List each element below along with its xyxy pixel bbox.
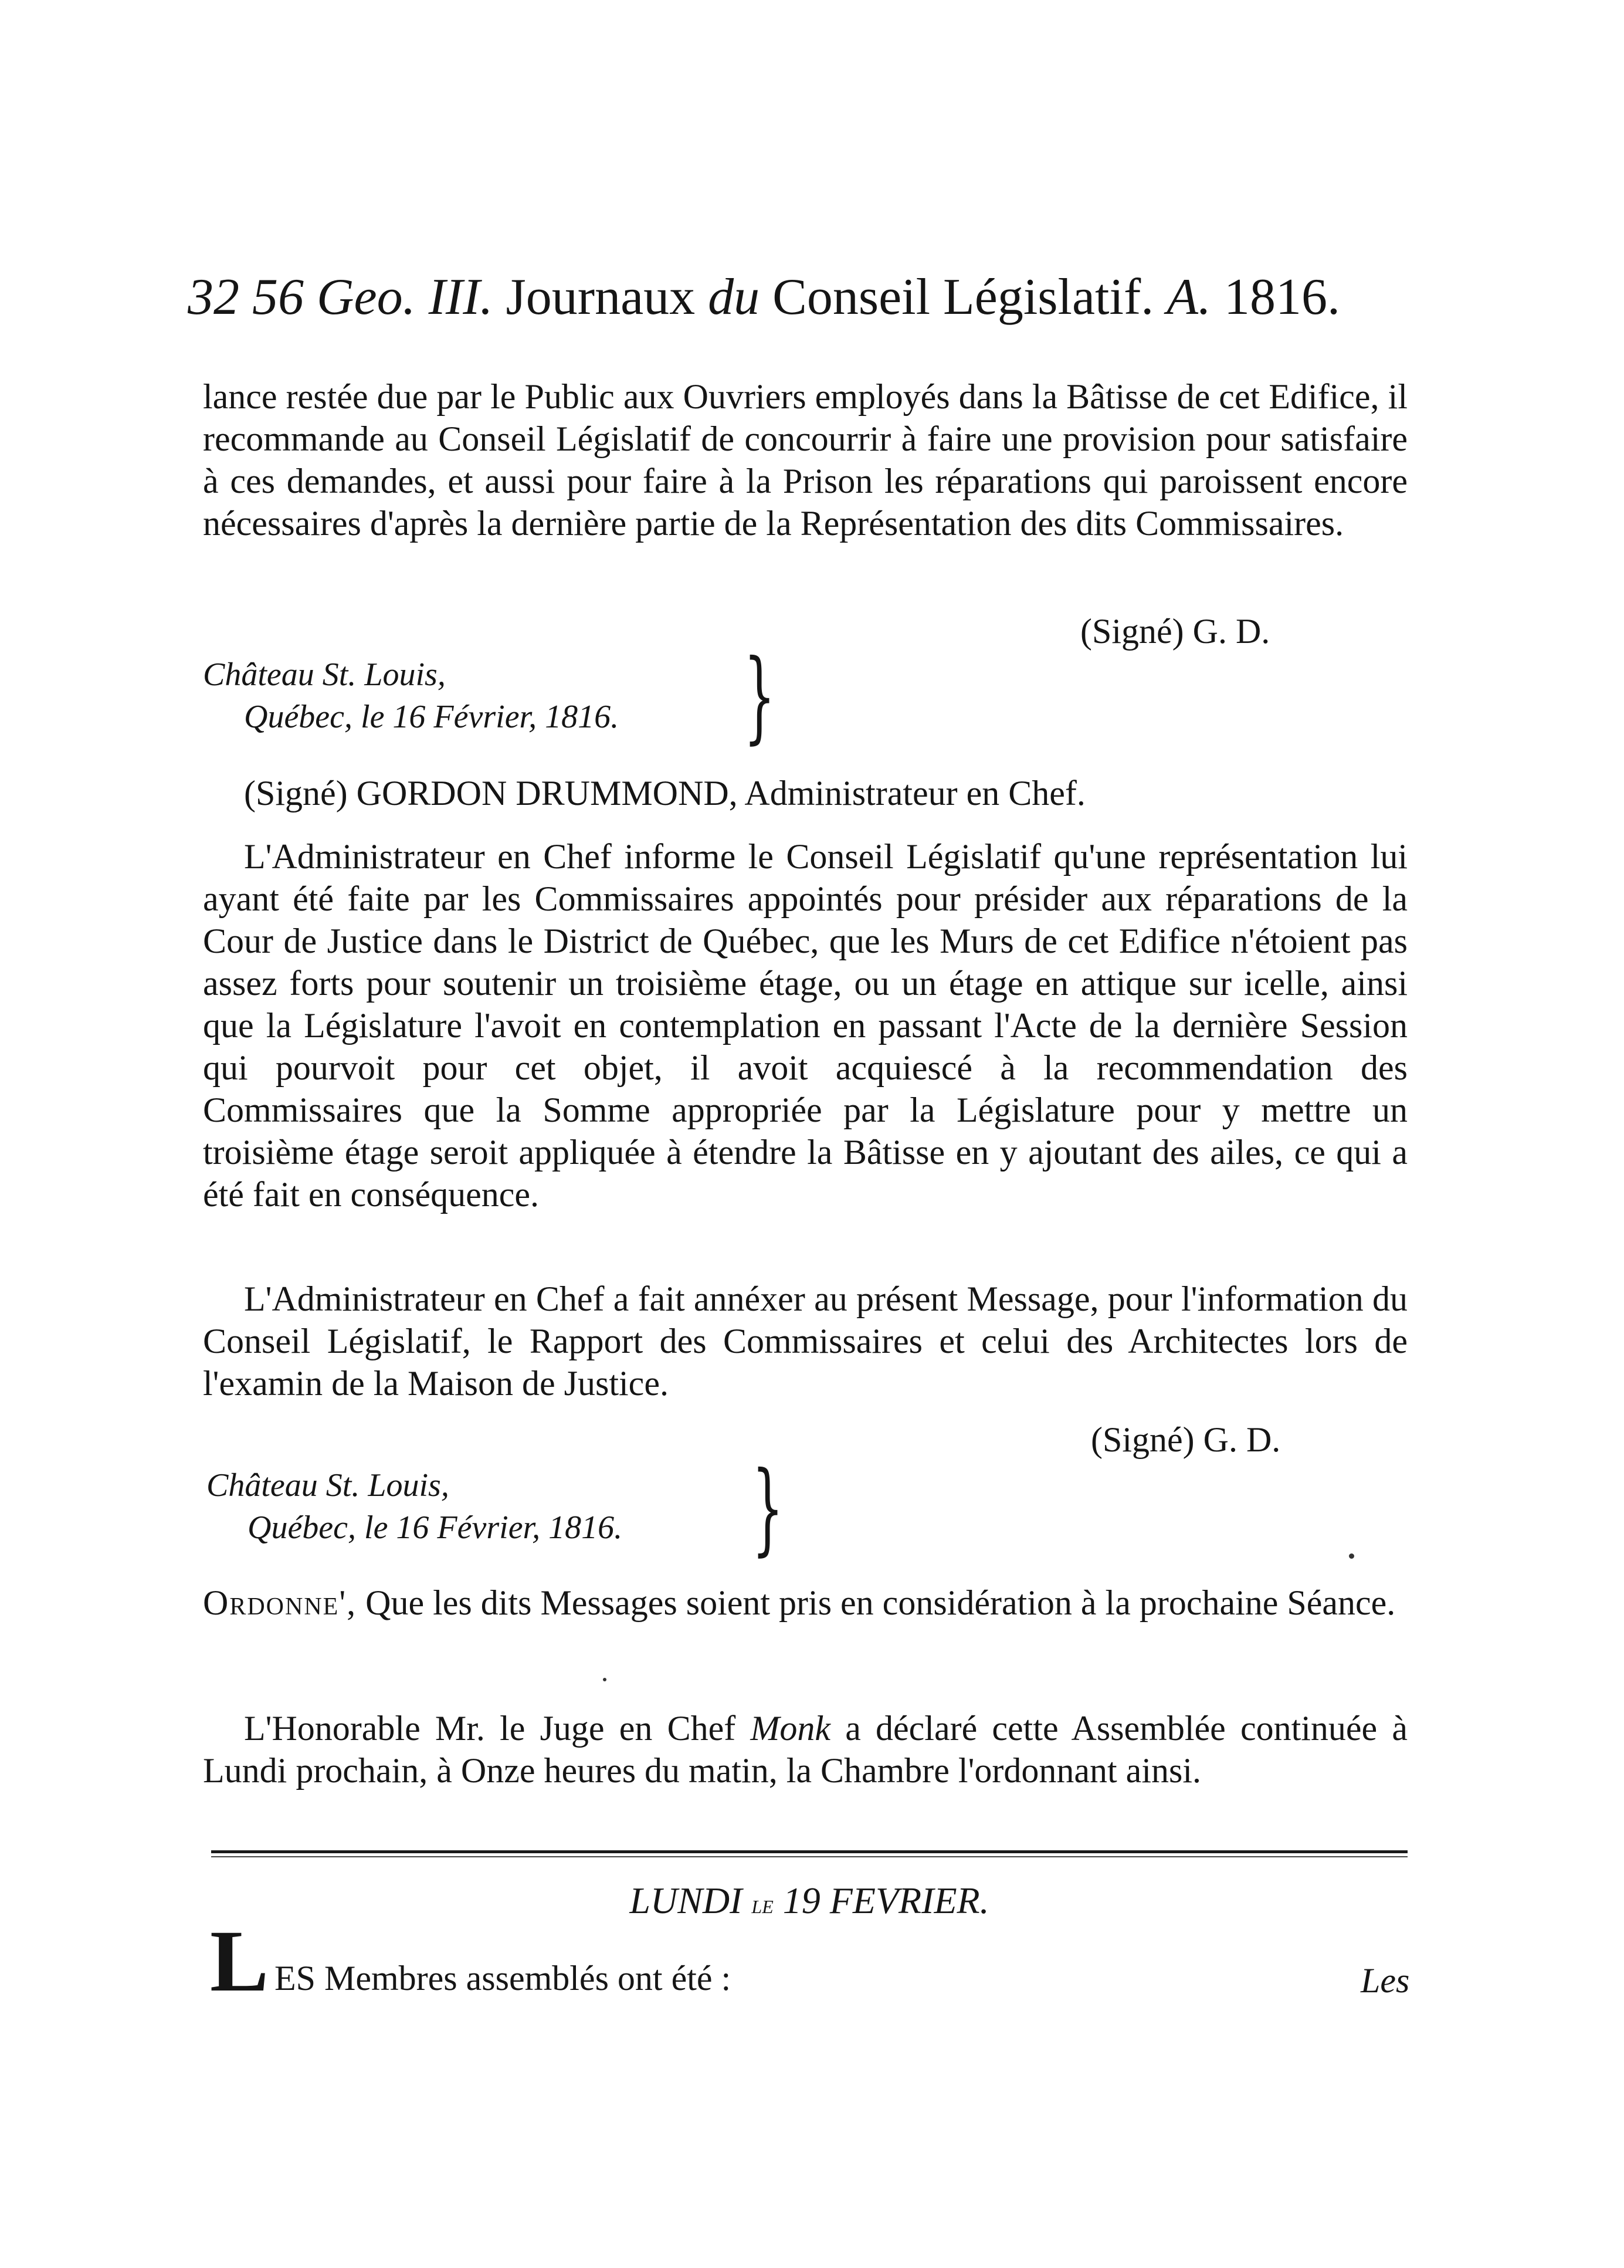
order-text: Que les dits Messages soient pris en considération à la prochaine Séance. [365, 1583, 1396, 1622]
order-paragraph [203, 1582, 1408, 1624]
print-speck [1349, 1553, 1354, 1559]
dateline-2-line1: Château St. Louis, [206, 1467, 449, 1504]
running-header [188, 265, 1408, 330]
regnal-year: 56 Geo. III. [252, 269, 493, 326]
dateline-2 [206, 1464, 622, 1549]
day-heading-article: le [751, 1889, 774, 1919]
members-line: ES Membres assemblés ont été : [274, 1959, 731, 1998]
journal-of: du [708, 269, 760, 326]
paragraph-1: lance restée due par le Public aux Ouvriers employés dans la Bâtisse de cet Edifice, il recommande au Conseil Législatif de concourrir à faire une provision pour satisfaire à ces demandes, et aussi pour faire à la Prison les réparations qui paroissent encore nécessaires d'après la dernière partie de la Représentation des dits Commissaires. [203, 377, 1408, 543]
signed-name: (Signé) GORDON DRUMMOND, Administrateur en Chef. [244, 774, 1086, 813]
paragraph-4-start: L'Honorable Mr. le Juge en Chef [244, 1709, 751, 1748]
paragraph-2: L'Administrateur en Chef informe le Conseil Législatif qu'une représentation lui ayant été faite par les Commissaires appointés pour présider aux réparations de la Cour de Justice dans le District de Québec, que les Murs de cet Edifice n'étoient pas assez forts pour soutenir un troisième étage, ou un étage en attique sur icelle, ainsi que la Législature l'avoit en contemplation en passant l'Acte de la dernière Session qui pourvoit pour cet objet, il avoit acquiescé à la recommendation des Commissaires que la Somme appropriée par la Législature pour y mettre un troisième étage seroit appliquée à étendre la Bâtisse en y ajoutant des ailes, ce qui a été fait en conséquence. [203, 837, 1408, 1214]
paragraph-4 [203, 1707, 1408, 1792]
print-speck [603, 1678, 606, 1681]
dateline-1-line1: Château St. Louis, [203, 656, 446, 693]
day-heading [211, 1877, 1408, 1928]
paragraph-3: L'Administrateur en Chef a fait annéxer au présent Message, pour l'information du Conseil Législatif, le Rapport des Commissaires et celui des Architectes lors de l'examin de la Maison de Justice. [203, 1279, 1408, 1403]
brace-1: } [744, 638, 776, 754]
section-rule [211, 1850, 1408, 1853]
dateline-2-line2: Québec, le 16 Février, 1816. [248, 1509, 623, 1546]
order-keyword: Ordonne', [203, 1583, 357, 1622]
journal-title: Journaux [506, 269, 696, 326]
catchword: Les [1361, 1961, 1410, 2000]
drop-cap: L [210, 1912, 269, 2010]
signature-1: (Signé) G. D. [1080, 612, 1270, 651]
page-number: 32 [188, 269, 239, 326]
day-heading-weekday: LUNDI [629, 1880, 743, 1921]
signature-2: (Signé) G. D. [1091, 1420, 1281, 1459]
header-year: 1816. [1224, 269, 1341, 326]
judge-name: Monk [750, 1709, 831, 1748]
dateline-1-line2: Québec, le 16 Février, 1816. [244, 699, 619, 735]
anno: A. [1167, 269, 1212, 326]
council-title: Conseil Législatif. [772, 269, 1154, 326]
paragraph-4-end: a déclaré cette Assemblée continuée à Lundi prochain, à Onze heures du matin, la Chambre l'ordonnant ainsi. [203, 1709, 1408, 1790]
section-rule-thin [211, 1856, 1408, 1857]
brace-2: } [752, 1450, 784, 1566]
dateline-1 [203, 654, 619, 738]
day-heading-date: 19 FEVRIER. [782, 1880, 989, 1921]
